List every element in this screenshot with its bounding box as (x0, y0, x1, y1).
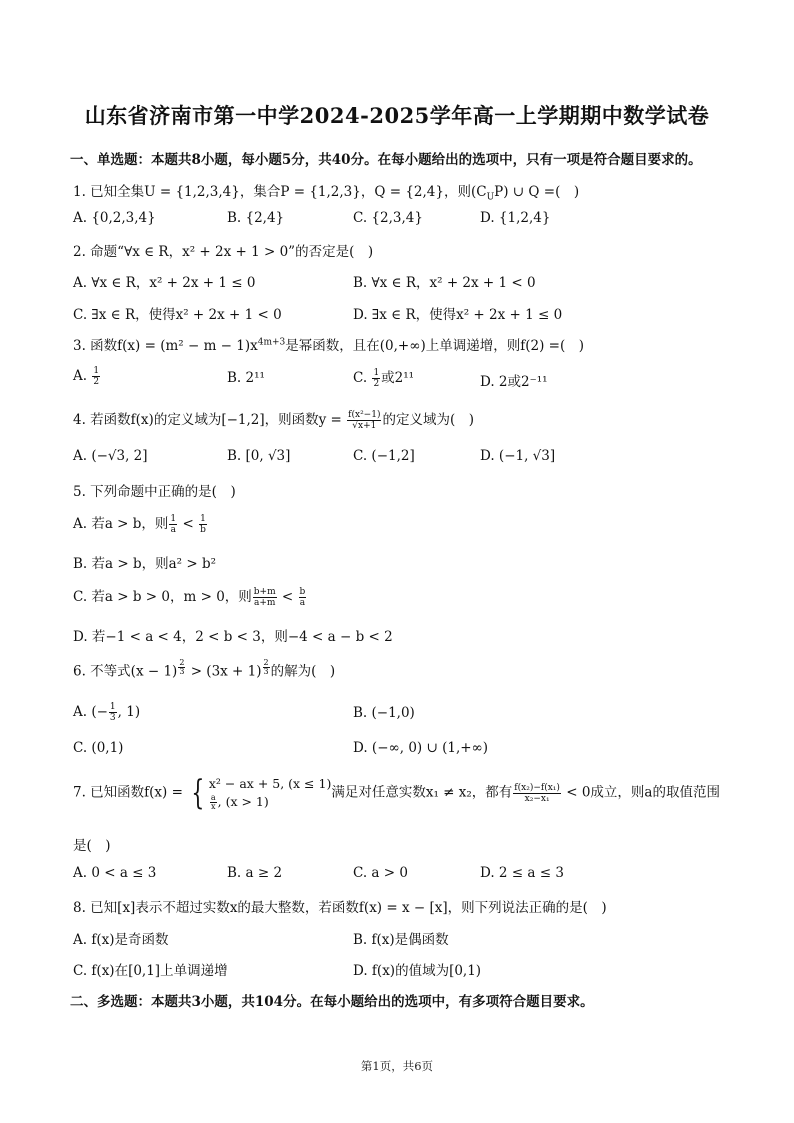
q8-option-c: C. f(x)在[0,1]上单调递增 (73, 963, 228, 979)
q5-option-d: D. 若−1 < a < 4，2 < b < 3，则−4 < a − b < 2 (73, 629, 393, 645)
fraction-one-half: $\frac{1}{2}$ (93, 366, 100, 387)
q5-option-b: B. 若a > b，则a² > b² (73, 556, 216, 572)
q8-option-d: D. f(x)的值域为[0,1) (353, 963, 482, 979)
q7-option-b: B. a ≥ 2 (227, 865, 283, 881)
q3-option-a: A. $\frac{1}{2}$ (73, 366, 100, 387)
page-title: 山东省济南市第一中学2024-2025学年高一上学期期中数学试卷 (84, 103, 710, 128)
q5-option-c: C. 若a > b > 0，m > 0，则 $\frac{b+m}{a+m}$ < $\frac{b}{a}$ (73, 587, 306, 608)
q4-option-c: C. (−1,2] (353, 448, 415, 464)
q3-option-d: D. 2或2⁻¹¹ (480, 374, 548, 390)
piecewise-brace: { (191, 773, 205, 813)
q4-option-a: A. (−√3, 2] (73, 448, 148, 464)
q2-option-b: B. ∀x ∈ R，x² + 2x + 1 < 0 (353, 275, 536, 291)
q3-option-c: C. $\frac{1}{2}$ 或2¹¹ (353, 368, 415, 389)
q2-option-c: C. ∃x ∈ R，使得x² + 2x + 1 < 0 (73, 307, 282, 323)
q2-option-a: A. ∀x ∈ R，x² + 2x + 1 ≤ 0 (73, 275, 256, 291)
fraction-one-half: $\frac{1}{2}$ (373, 368, 380, 389)
question-7-continuation: 是( ) (73, 838, 111, 854)
question-4-fraction: $\frac{\text{f(x²−1)}}{√x+1}$ (348, 410, 381, 431)
q1-option-d: D. {1,2,4} (480, 210, 551, 226)
q7-option-d: D. 2 ≤ a ≤ 3 (480, 865, 564, 881)
question-5-stem: 5. 下列命题中正确的是( ) (73, 484, 236, 500)
q1-option-c: C. {2,3,4} (353, 210, 423, 226)
question-4: 4. 若函数f(x)的定义域为[−1,2]，则函数y = $\frac{\text{f(x²−1)}}{√x+1}$ 的定义域为( ) (73, 410, 475, 431)
q6-option-b: B. (−1,0) (353, 705, 415, 721)
question-3 (73, 334, 584, 354)
question-8-stem: 8. 已知[x]表示不超过实数x的最大整数，若函数f(x) = x − [x]，则下列说法正确的是( ) (73, 900, 607, 916)
piecewise-cases: x² − ax + 5, (x ≤ 1) $\frac{a}{x}$ , (x > 1) (208, 776, 332, 811)
q1-option-a: A. {0,2,3,4} (73, 210, 156, 226)
question-3-stem-b: 是幂函数，且在(0,+∞)上单调递增，则f(2) =( ) (285, 338, 585, 354)
question-1: 1. 已知全集U = {1,2,3,4}，集合P = {1,2,3}，Q = {2,4}，则$(C_UP)$ ∪ Q =( ) (73, 184, 580, 203)
section-heading-multiple-choice: 二、多选题：本题共3小题，共104分。在每小题给出的选项中，有多项符合题目要求。 (70, 994, 594, 1010)
question-1-stem: 1. 已知全集U = {1,2,3,4}，集合P = {1,2,3}，Q = {2,4}，则(C (73, 184, 487, 200)
q4-option-d: D. (−1, √3] (480, 448, 556, 464)
question-1-stem-tail: P) ∪ Q =( ) (494, 184, 580, 200)
q3-option-b: B. 2¹¹ (227, 370, 265, 386)
q7-option-a: A. 0 < a ≤ 3 (73, 865, 157, 881)
question-7: 7. 已知函数f(x) = { x² − ax + 5, (x ≤ 1) $\frac{a}{x}$ , (x > 1) 满足对任意实数x₁ ≠ x₂，都有 $\frac{\text{f(x₂)−f(x₁)}}{\text{x₂−x₁}}$ < 0成立，则a的取值范围 (73, 773, 720, 813)
question-3-exponent: 4m+3 (257, 337, 286, 348)
q6-option-c: C. (0,1) (73, 740, 124, 756)
page-footer: 第1页，共6页 (360, 1059, 434, 1073)
q5-option-a: A. 若a > b，则 $\frac{1}{a}$ < $\frac{1}{b}$ (73, 514, 206, 535)
q6-option-d: D. (−∞, 0) ∪ (1,+∞) (353, 740, 489, 756)
q4-option-b: B. [0, √3] (227, 448, 291, 464)
question-7-fraction: $\frac{\text{f(x₂)−f(x₁)}}{\text{x₂−x₁}}$ (514, 782, 560, 804)
section-heading-single-choice: 一、单选题：本题共8小题，每小题5分，共40分。在每小题给出的选项中，只有一项是符合题目要求的。 (70, 152, 702, 168)
q8-option-a: A. f(x)是奇函数 (73, 932, 169, 948)
question-3-stem-a: 3. 函数f(x) = (m² − m − 1)x (73, 338, 258, 354)
q1-option-b: B. {2,4} (227, 210, 285, 226)
q8-option-b: B. f(x)是偶函数 (353, 932, 449, 948)
question-6: 6. 不等式(x − 1) $^{\frac{2}{3}}$ > (3x + 1) $^{\frac{2}{3}}$ 的解为( ) (73, 658, 336, 680)
q7-option-c: C. a > 0 (353, 865, 408, 881)
q2-option-d: D. ∃x ∈ R，使得x² + 2x + 1 ≤ 0 (353, 307, 563, 323)
question-2-stem: 2. 命题“∀x ∈ R，x² + 2x + 1 > 0”的否定是( ) (73, 244, 374, 260)
q6-option-a: A. (− $\frac{1}{3}$ , 1) (73, 702, 141, 723)
